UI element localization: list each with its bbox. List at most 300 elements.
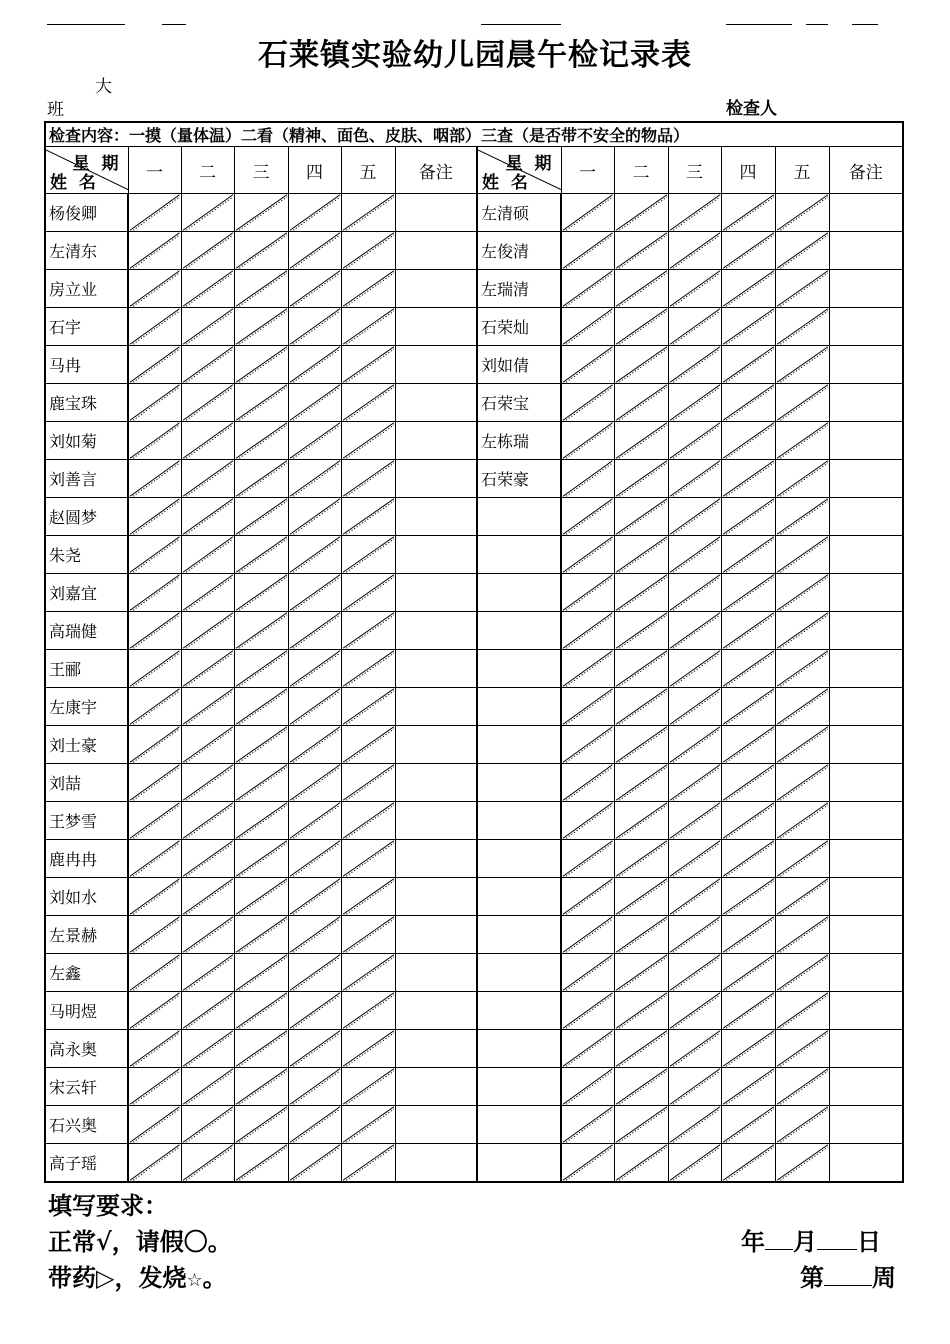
check-cell[interactable] [234,384,288,422]
remark-cell[interactable] [395,460,477,498]
check-cell[interactable] [775,1030,829,1068]
check-cell[interactable] [668,1030,721,1068]
check-cell[interactable] [775,536,829,574]
check-cell[interactable] [128,1068,181,1106]
check-cell[interactable] [668,650,721,688]
check-cell[interactable] [181,916,234,954]
check-cell[interactable] [561,422,614,460]
check-cell[interactable] [721,460,775,498]
remark-cell[interactable] [395,650,477,688]
remark-cell[interactable] [395,688,477,726]
remark-cell[interactable] [395,308,477,346]
check-cell[interactable] [181,802,234,840]
check-cell[interactable] [341,612,395,650]
check-cell[interactable] [561,270,614,308]
check-cell[interactable] [668,270,721,308]
check-cell[interactable] [234,536,288,574]
check-cell[interactable] [341,1144,395,1183]
check-cell[interactable] [288,840,341,878]
check-cell[interactable] [561,764,614,802]
check-cell[interactable] [775,992,829,1030]
check-cell[interactable] [341,916,395,954]
check-cell[interactable] [668,346,721,384]
check-cell[interactable] [721,270,775,308]
check-cell[interactable] [234,764,288,802]
check-cell[interactable] [561,498,614,536]
check-cell[interactable] [128,536,181,574]
check-cell[interactable] [668,232,721,270]
check-cell[interactable] [288,612,341,650]
check-cell[interactable] [181,764,234,802]
check-cell[interactable] [341,574,395,612]
remark-cell[interactable] [395,840,477,878]
check-cell[interactable] [128,194,181,232]
check-cell[interactable] [128,612,181,650]
check-cell[interactable] [128,764,181,802]
check-cell[interactable] [128,840,181,878]
check-cell[interactable] [234,422,288,460]
check-cell[interactable] [128,460,181,498]
remark-cell[interactable] [395,878,477,916]
check-cell[interactable] [614,346,668,384]
check-cell[interactable] [288,1030,341,1068]
check-cell[interactable] [614,574,668,612]
check-cell[interactable] [721,498,775,536]
check-cell[interactable] [614,688,668,726]
remark-cell[interactable] [829,802,903,840]
check-cell[interactable] [288,992,341,1030]
check-cell[interactable] [775,764,829,802]
check-cell[interactable] [668,1106,721,1144]
check-cell[interactable] [614,270,668,308]
remark-cell[interactable] [395,574,477,612]
check-cell[interactable] [668,764,721,802]
check-cell[interactable] [614,1030,668,1068]
check-cell[interactable] [775,574,829,612]
check-cell[interactable] [561,1106,614,1144]
check-cell[interactable] [234,498,288,536]
check-cell[interactable] [234,1030,288,1068]
check-cell[interactable] [561,1144,614,1183]
check-cell[interactable] [288,308,341,346]
remark-cell[interactable] [395,232,477,270]
check-cell[interactable] [288,536,341,574]
check-cell[interactable] [775,232,829,270]
check-cell[interactable] [561,460,614,498]
check-cell[interactable] [721,346,775,384]
check-cell[interactable] [128,992,181,1030]
remark-cell[interactable] [395,1068,477,1106]
check-cell[interactable] [288,384,341,422]
check-cell[interactable] [234,194,288,232]
check-cell[interactable] [181,460,234,498]
check-cell[interactable] [561,346,614,384]
check-cell[interactable] [288,650,341,688]
check-cell[interactable] [181,878,234,916]
check-cell[interactable] [341,194,395,232]
check-cell[interactable] [181,574,234,612]
remark-cell[interactable] [395,536,477,574]
remark-cell[interactable] [829,650,903,688]
check-cell[interactable] [721,954,775,992]
check-cell[interactable] [561,726,614,764]
check-cell[interactable] [128,384,181,422]
check-cell[interactable] [234,688,288,726]
remark-cell[interactable] [395,992,477,1030]
check-cell[interactable] [775,726,829,764]
check-cell[interactable] [234,308,288,346]
check-cell[interactable] [614,840,668,878]
check-cell[interactable] [341,802,395,840]
remark-cell[interactable] [395,498,477,536]
month-blank[interactable] [765,1227,793,1250]
check-cell[interactable] [341,536,395,574]
check-cell[interactable] [614,536,668,574]
remark-cell[interactable] [829,840,903,878]
check-cell[interactable] [341,992,395,1030]
check-cell[interactable] [128,878,181,916]
check-cell[interactable] [721,612,775,650]
check-cell[interactable] [668,612,721,650]
check-cell[interactable] [341,232,395,270]
check-cell[interactable] [614,422,668,460]
check-cell[interactable] [721,840,775,878]
remark-cell[interactable] [395,1030,477,1068]
remark-cell[interactable] [829,1068,903,1106]
check-cell[interactable] [561,308,614,346]
check-cell[interactable] [775,194,829,232]
check-cell[interactable] [775,346,829,384]
check-cell[interactable] [288,194,341,232]
remark-cell[interactable] [395,764,477,802]
check-cell[interactable] [775,916,829,954]
check-cell[interactable] [128,498,181,536]
check-cell[interactable] [341,384,395,422]
check-cell[interactable] [668,308,721,346]
day-blank[interactable] [817,1227,857,1250]
check-cell[interactable] [234,802,288,840]
check-cell[interactable] [775,1106,829,1144]
remark-cell[interactable] [829,460,903,498]
check-cell[interactable] [341,346,395,384]
check-cell[interactable] [128,802,181,840]
check-cell[interactable] [721,1068,775,1106]
remark-cell[interactable] [395,194,477,232]
check-cell[interactable] [775,1068,829,1106]
check-cell[interactable] [614,878,668,916]
remark-cell[interactable] [829,954,903,992]
check-cell[interactable] [181,1106,234,1144]
check-cell[interactable] [234,1144,288,1183]
check-cell[interactable] [181,1068,234,1106]
check-cell[interactable] [234,878,288,916]
check-cell[interactable] [234,346,288,384]
check-cell[interactable] [181,308,234,346]
check-cell[interactable] [668,460,721,498]
remark-cell[interactable] [829,612,903,650]
check-cell[interactable] [721,574,775,612]
check-cell[interactable] [288,574,341,612]
remark-cell[interactable] [829,422,903,460]
check-cell[interactable] [721,1106,775,1144]
check-cell[interactable] [614,612,668,650]
check-cell[interactable] [668,1144,721,1183]
check-cell[interactable] [181,650,234,688]
check-cell[interactable] [234,612,288,650]
check-cell[interactable] [721,650,775,688]
check-cell[interactable] [128,726,181,764]
check-cell[interactable] [721,194,775,232]
check-cell[interactable] [775,308,829,346]
check-cell[interactable] [128,916,181,954]
check-cell[interactable] [668,954,721,992]
check-cell[interactable] [668,194,721,232]
check-cell[interactable] [775,688,829,726]
check-cell[interactable] [128,232,181,270]
remark-cell[interactable] [395,384,477,422]
check-cell[interactable] [614,802,668,840]
remark-cell[interactable] [395,726,477,764]
check-cell[interactable] [288,1068,341,1106]
check-cell[interactable] [721,1144,775,1183]
check-cell[interactable] [181,232,234,270]
check-cell[interactable] [614,1106,668,1144]
check-cell[interactable] [128,308,181,346]
check-cell[interactable] [234,840,288,878]
remark-cell[interactable] [829,1106,903,1144]
check-cell[interactable] [288,688,341,726]
check-cell[interactable] [288,878,341,916]
check-cell[interactable] [341,422,395,460]
check-cell[interactable] [561,1068,614,1106]
remark-cell[interactable] [395,1106,477,1144]
check-cell[interactable] [341,726,395,764]
check-cell[interactable] [614,232,668,270]
remark-cell[interactable] [829,916,903,954]
remark-cell[interactable] [829,1144,903,1183]
check-cell[interactable] [234,916,288,954]
check-cell[interactable] [721,688,775,726]
remark-cell[interactable] [829,1030,903,1068]
check-cell[interactable] [775,270,829,308]
check-cell[interactable] [341,878,395,916]
check-cell[interactable] [614,1144,668,1183]
check-cell[interactable] [668,840,721,878]
check-cell[interactable] [181,840,234,878]
remark-cell[interactable] [829,574,903,612]
remark-cell[interactable] [829,384,903,422]
check-cell[interactable] [668,422,721,460]
check-cell[interactable] [128,650,181,688]
check-cell[interactable] [614,954,668,992]
check-cell[interactable] [181,536,234,574]
check-cell[interactable] [128,954,181,992]
check-cell[interactable] [561,574,614,612]
check-cell[interactable] [775,840,829,878]
check-cell[interactable] [775,460,829,498]
check-cell[interactable] [181,346,234,384]
check-cell[interactable] [614,384,668,422]
check-cell[interactable] [181,422,234,460]
check-cell[interactable] [288,422,341,460]
check-cell[interactable] [288,916,341,954]
check-cell[interactable] [341,498,395,536]
check-cell[interactable] [775,802,829,840]
check-cell[interactable] [288,346,341,384]
check-cell[interactable] [181,726,234,764]
check-cell[interactable] [561,688,614,726]
check-cell[interactable] [614,726,668,764]
check-cell[interactable] [775,384,829,422]
remark-cell[interactable] [829,232,903,270]
check-cell[interactable] [561,384,614,422]
check-cell[interactable] [561,650,614,688]
check-cell[interactable] [234,232,288,270]
remark-cell[interactable] [829,194,903,232]
check-cell[interactable] [561,954,614,992]
check-cell[interactable] [288,1144,341,1183]
check-cell[interactable] [181,498,234,536]
check-cell[interactable] [721,384,775,422]
check-cell[interactable] [775,954,829,992]
remark-cell[interactable] [395,1144,477,1183]
remark-cell[interactable] [829,536,903,574]
check-cell[interactable] [775,878,829,916]
check-cell[interactable] [668,384,721,422]
check-cell[interactable] [288,764,341,802]
remark-cell[interactable] [829,992,903,1030]
check-cell[interactable] [561,992,614,1030]
check-cell[interactable] [128,270,181,308]
remark-cell[interactable] [829,878,903,916]
check-cell[interactable] [668,992,721,1030]
check-cell[interactable] [288,270,341,308]
check-cell[interactable] [341,688,395,726]
check-cell[interactable] [614,498,668,536]
remark-cell[interactable] [395,346,477,384]
check-cell[interactable] [614,992,668,1030]
check-cell[interactable] [181,194,234,232]
check-cell[interactable] [341,1068,395,1106]
check-cell[interactable] [775,650,829,688]
check-cell[interactable] [561,612,614,650]
check-cell[interactable] [341,460,395,498]
check-cell[interactable] [234,726,288,764]
check-cell[interactable] [341,308,395,346]
check-cell[interactable] [775,1144,829,1183]
remark-cell[interactable] [395,802,477,840]
check-cell[interactable] [668,802,721,840]
check-cell[interactable] [288,1106,341,1144]
check-cell[interactable] [721,992,775,1030]
remark-cell[interactable] [395,916,477,954]
check-cell[interactable] [128,688,181,726]
check-cell[interactable] [721,1030,775,1068]
check-cell[interactable] [614,764,668,802]
check-cell[interactable] [288,460,341,498]
check-cell[interactable] [234,1106,288,1144]
check-cell[interactable] [181,270,234,308]
check-cell[interactable] [721,802,775,840]
check-cell[interactable] [128,346,181,384]
check-cell[interactable] [234,992,288,1030]
check-cell[interactable] [668,1068,721,1106]
check-cell[interactable] [668,498,721,536]
check-cell[interactable] [341,1106,395,1144]
check-cell[interactable] [721,422,775,460]
check-cell[interactable] [128,1030,181,1068]
check-cell[interactable] [614,916,668,954]
check-cell[interactable] [234,460,288,498]
check-cell[interactable] [668,878,721,916]
remark-cell[interactable] [829,346,903,384]
check-cell[interactable] [614,1068,668,1106]
check-cell[interactable] [721,536,775,574]
remark-cell[interactable] [829,688,903,726]
check-cell[interactable] [341,650,395,688]
check-cell[interactable] [181,612,234,650]
check-cell[interactable] [561,878,614,916]
check-cell[interactable] [614,308,668,346]
check-cell[interactable] [668,536,721,574]
check-cell[interactable] [775,612,829,650]
check-cell[interactable] [128,422,181,460]
check-cell[interactable] [721,726,775,764]
check-cell[interactable] [721,878,775,916]
check-cell[interactable] [288,954,341,992]
check-cell[interactable] [721,764,775,802]
remark-cell[interactable] [829,270,903,308]
check-cell[interactable] [561,840,614,878]
check-cell[interactable] [561,916,614,954]
week-blank[interactable] [824,1263,872,1286]
check-cell[interactable] [234,574,288,612]
check-cell[interactable] [341,954,395,992]
check-cell[interactable] [128,1106,181,1144]
remark-cell[interactable] [395,612,477,650]
check-cell[interactable] [668,574,721,612]
check-cell[interactable] [234,270,288,308]
check-cell[interactable] [614,194,668,232]
check-cell[interactable] [775,498,829,536]
check-cell[interactable] [234,1068,288,1106]
check-cell[interactable] [668,688,721,726]
check-cell[interactable] [288,726,341,764]
check-cell[interactable] [561,1030,614,1068]
check-cell[interactable] [288,498,341,536]
check-cell[interactable] [721,308,775,346]
remark-cell[interactable] [829,498,903,536]
check-cell[interactable] [341,270,395,308]
check-cell[interactable] [234,954,288,992]
check-cell[interactable] [341,764,395,802]
check-cell[interactable] [668,726,721,764]
check-cell[interactable] [181,1030,234,1068]
check-cell[interactable] [234,650,288,688]
check-cell[interactable] [561,232,614,270]
check-cell[interactable] [561,194,614,232]
check-cell[interactable] [181,992,234,1030]
check-cell[interactable] [614,460,668,498]
check-cell[interactable] [288,802,341,840]
check-cell[interactable] [128,1144,181,1183]
check-cell[interactable] [181,954,234,992]
check-cell[interactable] [775,422,829,460]
remark-cell[interactable] [829,726,903,764]
check-cell[interactable] [721,916,775,954]
remark-cell[interactable] [395,954,477,992]
check-cell[interactable] [614,650,668,688]
